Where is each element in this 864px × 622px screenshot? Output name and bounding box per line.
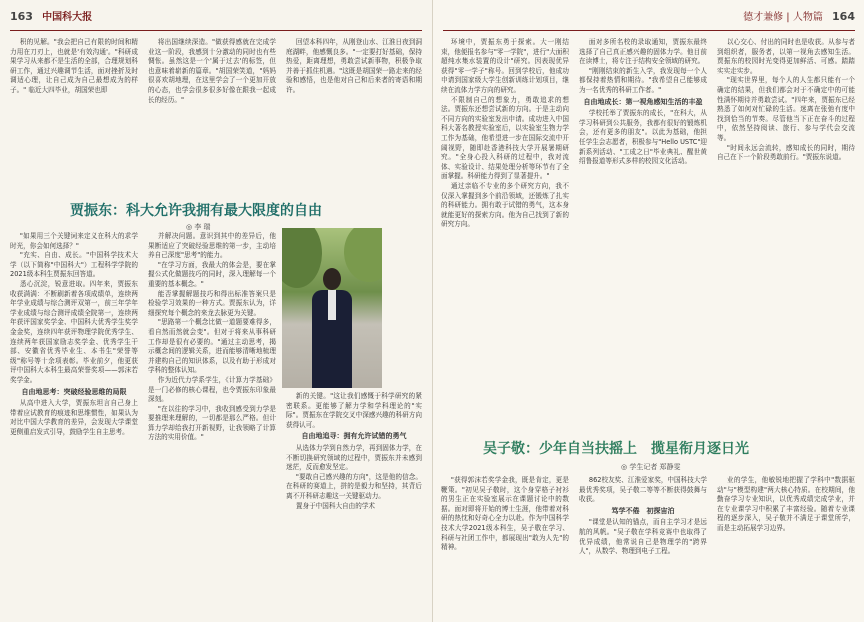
paragraph: "思路第一个概念比做一道题要难得多，看自然而然就会变"。但对于将来从事科研工作却是很有必要的。"通过主动思考，揭示概念间的逻辑关系，进而能够清晰地梳理并建构自己的知识体系，以及有助于形成对学科的整体认知。	[148, 318, 276, 375]
right-header	[743, 8, 855, 23]
paragraph: 以心交心、付出的同时也是收获。从参与者到组织者，服务者，以第一视角去感知生活。贾振东的校园时光变得更加鲜活、可感。踏踏实实走实步。	[717, 38, 855, 75]
article1-col3	[286, 392, 422, 616]
article1-subheading-1: 自由地思考：突破经验思维的局限	[21, 387, 127, 396]
paragraph: 能否掌握解题技巧和得出标准答案只是检验学习效果的一种方式。贾振东认为，详细探究每个概念的来龙去脉更为关键。	[148, 289, 276, 317]
paragraph: "在学习方面，我最大的体会是，要在掌握公式化做题技巧的同时，深入理解每一个重要的基本概念。"	[148, 260, 276, 288]
paragraph: 面对多所名校的录取通知，贾振东最终选择了自己真正感兴趣的固体力学。他目前在读博士，将专注于结构安全领域的研究。	[579, 38, 707, 66]
paragraph: 通过亲临不专业的多个研究方向，我不仅深入掌握到多个前沿领域，还锻炼了扎实的科研能力。拥有敢于试错的勇气，这本身就能更好的探索方向。他为自己找到了新的研究方向。	[441, 181, 569, 229]
paragraph: "现实世界里，每个人的人生都只能有一个确定的结果，但我们都会对于不确定中的可能性满怀期待并勇敢尝试。"四年来，贾振东已经熟悉了如何对忙碌的生活。迷离在张弛有度中找到恰当的节奏。尽管他当下正在奋斗的过程中，依然坚持阅读、旅行、参与学代会交流等。	[717, 76, 855, 142]
paragraph: 环境中，贾振东勇于探索。大一刚结束，他便报名参与"零一学院"，进行"大面积超纯水集水装置的设计"研究。因表现优异获得"零一学子"称号。回到学校后，他成功申请到国家级大学生创新训练计划项目，继续在流体力学方向的研究。	[441, 38, 569, 94]
paragraph: 业的学生，他敏锐地把握了学科中"数据驱动"与"模型构建"两大核心特质。在校期间，他勤奋学习专业知识，以优秀成绩完成学业，并在专业课学习中积累了丰富经验。随着专业课程的逐步深入，吴子敬并不满足于课堂所学，而是主动拓展学习边界。	[717, 476, 855, 532]
paragraph: "课堂是认知的锚点，而自主学习才是远航的风帆。"吴子敬在学科竞赛中也取得了优异成绩，他常说自己是物理学的"跨界人"，从数学、物理到电子工程。	[579, 518, 707, 556]
paragraph: 回望本科四年，从刚登山水、江淮日夜到洞庭湖畔，他感慨良多。"一定要打好基础，保持热爱，距离理想，勇敢尝试新事物，积极争取并善于抓住机遇。"这既是胡国荣一路走来的经验和感悟，也是他对自己和后来者的寄语和期许。	[286, 38, 422, 94]
paragraph: "要敢自己感兴趣的方向"，这是他的信念。在科研的赛道上，拼的是毅力和坚持，其背后离不开科研志趣这一关键驱动力。	[286, 472, 422, 500]
paragraph: 862校友奖、江淮爱家奖，中国科技大学最优秀奖项，吴子敬二等等不断获得鼓舞与收获。	[579, 476, 707, 504]
paragraph: "在以往的学习中，我收到感受到力学是要推理来理解的，一切都是那么严格。但计算力学却给我打开新视野，让我领略了计算方法的实用价值。"	[148, 404, 276, 442]
paragraph: 置身于中国科大自由的学术	[295, 501, 376, 510]
paragraph: 并解决问题。意识到其中的差异后，他果断适应了突破经验思维的第一步，主动培养自己深度"思考"的能力。	[148, 232, 276, 260]
right-subheading-1: 自由地成长：第一视角感知生活的丰盈	[583, 97, 703, 106]
prev-article-col1	[10, 38, 138, 170]
right-page	[432, 0, 864, 622]
paragraph: 将出国继续深造。"做获得感就在完成学业这一阶段，我感到十分激动的同时也有些惆怅。虽然这是一个'属于过去'的标签，但也意味着崭新的篇章。"胡国荣笑道，"妈妈很喜欢胡地理，在这里学会了一个更加开放的心态，也学会很多很多好像在跟我一起成长的经历。"	[148, 38, 276, 104]
right-col2	[579, 38, 707, 418]
article2-subheading-1: 笃学不倦 初探宙泊	[611, 506, 675, 515]
paragraph: 悉心沉淀，锐意进取。四年来，贾振东收获满满：不断刷新着各项成绩单，连续两年学业成绩与综合测评双第一，前三年学年学业成绩与综合测评成绩全院第一，连续两年获评国家奖学金、中国科大优秀学生奖学金金奖，连续四年获评物理学院优秀学生、连续两年获国家励志奖学金、优秀学生干部、安徽省优秀毕业生、本书生"荣誉等级"称号等十余项表彰。毕业前夕，他更获评中国科大本科生最高荣誉奖项——郭沫若奖学金。	[10, 279, 138, 384]
article2-title: 吴子敬：少年自当扶摇上 揽星衔月逐日光	[483, 441, 749, 457]
article2-col2	[579, 476, 707, 616]
left-page-number: 163	[10, 10, 33, 23]
paragraph: 不限制自己的想象力，勇敢追求的想法。贾振东还想尝试新的方向。于是主动向不同方向的实验室发出申请。成功进入中国科大著名教授实验室后，以实验室生物力学工作为基础，他希望进一步在国际交流中开阔视野，随即赴香港科技大学开展暑期研究。"全身心投入科研的过程中，我对流体、实验设计、结果处理分析等环节有了全面掌握。科研能力得到了显著提升。"	[441, 95, 569, 181]
article2-author: ◎ 学生记者 郑静雯	[621, 463, 681, 471]
prev-article-col2	[148, 38, 276, 170]
paragraph: 学校托举了贾振东的成长，"在科大，从学习科研到公共服务，我都有很好的锻炼机会，还有更多的朋友"。以此为基础，他担任学生会志愿者，积极参与"Hello USTC"迎新系列活动、"工成之日"毕业典礼、醒世黄绍鲁报道等形式多样的校园文化活动。	[579, 109, 707, 166]
paragraph: "充实、自由、成长。"中国科学技术大学（以下简称"中国科大"）工程科学学院的2021级本科生贾振东回答道。	[10, 251, 138, 279]
paragraph: 积的见解。"我会把自己有限的时间和精力用在刀刃上，也就是'有效沟通'。"科研成果学习从来都不是生活的全部，合理规划科研工作，通过兴趣调节生活，面对挫折及时调适心理，让自己成为自己最想成为的样子。" 临近大四毕业，胡国荣也即	[10, 38, 138, 94]
prev-article-col3	[286, 38, 422, 170]
paragraph: "时间永远会流转，感知成长的同时，期待自己在下一个阶段勇敢前行。"贾振东说道。	[717, 143, 855, 162]
photo-detail	[323, 268, 341, 290]
paragraph: "获得郭沫若奖学金我，既是肯定，更是鞭策。"初见吴子敬时，这个身穿格子衬衫的男生正在实验室展示在课题讨论中的数据。面对即将开始的博士生涯，他带着对科研的热忱和好奇心全力以赴。作为中国科学技术大学2021级本科生，吴子敬在学习、科研与社团工作中，都展现出"敢为人先"的精神。	[441, 476, 569, 552]
left-header-rule	[10, 30, 422, 31]
paragraph: 作为近代力学系学生，《计算力学基础》是一门必修的核心课程，也令贾振东印象最深刻。	[148, 375, 276, 404]
right-header-rule	[443, 30, 855, 31]
portrait-photo	[282, 228, 382, 388]
article1-author: ◎ 李 瑞	[186, 223, 211, 231]
article2-col3	[717, 476, 855, 616]
magazine-name: 中国科大报	[42, 12, 93, 23]
article1-title: 贾振东：科大允许我拥有最大限度的自由	[70, 203, 322, 219]
paragraph: 从高中进入大学，贾振东坦言自己身上带着应试教育的痕迹和思维惯性，如果认为对比中国大学教育的差异，会发现大学课堂更侧重启发式引导，鼓励学生自主思考。	[10, 399, 138, 436]
left-header	[10, 8, 92, 23]
article1-col1	[10, 232, 138, 616]
article1-col2	[148, 232, 276, 616]
right-col3	[717, 38, 855, 418]
right-page-number: 164	[832, 10, 855, 23]
paragraph: 新的关键。"这让我们感慨于科学研究的紧密联系。更能够了解力学和学科理论的"实际"。贾振东在学院交叉中深感兴趣的科研方向获得认可。	[286, 392, 422, 429]
section-name: 德才兼修 | 人物篇	[743, 12, 823, 23]
paragraph: "如果用三个关键词来定义在科大的求学时光，你会如何选择？"	[10, 232, 138, 250]
article1-subheading-2: 自由地追寻：拥有允许试错的勇气	[301, 432, 407, 441]
paragraph: 从选体力学到自然力学，再到固体力学，在不断切换研究领域的过程中，贾振东并未感到迷茫，反而愈发坚定。	[286, 443, 422, 472]
person-figure	[312, 268, 352, 388]
paragraph: "刚刚结束的新生入学，我发现每一个人都保持着热情和期待。"我希望自己能够成为一名优秀的科研工作者。"	[579, 66, 707, 94]
right-col1	[441, 38, 569, 418]
article2-col1	[441, 476, 569, 616]
photo-detail	[328, 290, 336, 320]
